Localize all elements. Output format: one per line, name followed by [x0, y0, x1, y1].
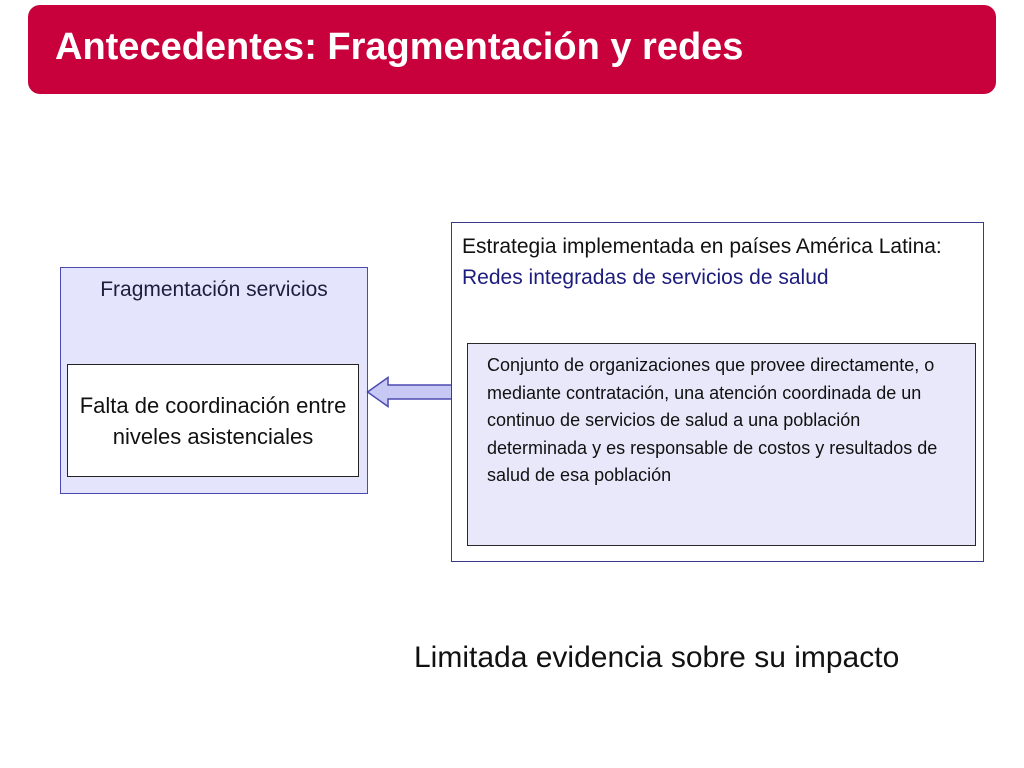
strategy-intro — [462, 231, 977, 293]
conclusion-text: Limitada evidencia sobre su impacto — [414, 641, 900, 674]
coordination-gap-text: Falta de coordinación entre niveles asistenciales — [79, 392, 347, 449]
definition-text: Conjunto de organizaciones que provee directamente, o mediante contratación, una atención coordinada de un continuo de servicios de salud a una población determinada y es responsable de costos y resultados de salud de esa población — [487, 355, 938, 485]
slide-title: Antecedentes: Fragmentación y redes — [55, 26, 744, 68]
title-bar — [28, 5, 996, 94]
coordination-gap-box — [67, 364, 359, 477]
strategy-intro-prefix: Estrategia implementada en países América Latina: — [462, 235, 942, 258]
strategy-intro-highlight: Redes integradas de servicios de salud — [462, 266, 829, 289]
fragmentation-panel-title: Fragmentación servicios — [100, 278, 328, 301]
arrow-shape — [368, 378, 456, 407]
left-arrow-icon — [366, 376, 456, 408]
left-arrow-icon-svg — [366, 376, 456, 408]
definition-box — [467, 343, 976, 546]
